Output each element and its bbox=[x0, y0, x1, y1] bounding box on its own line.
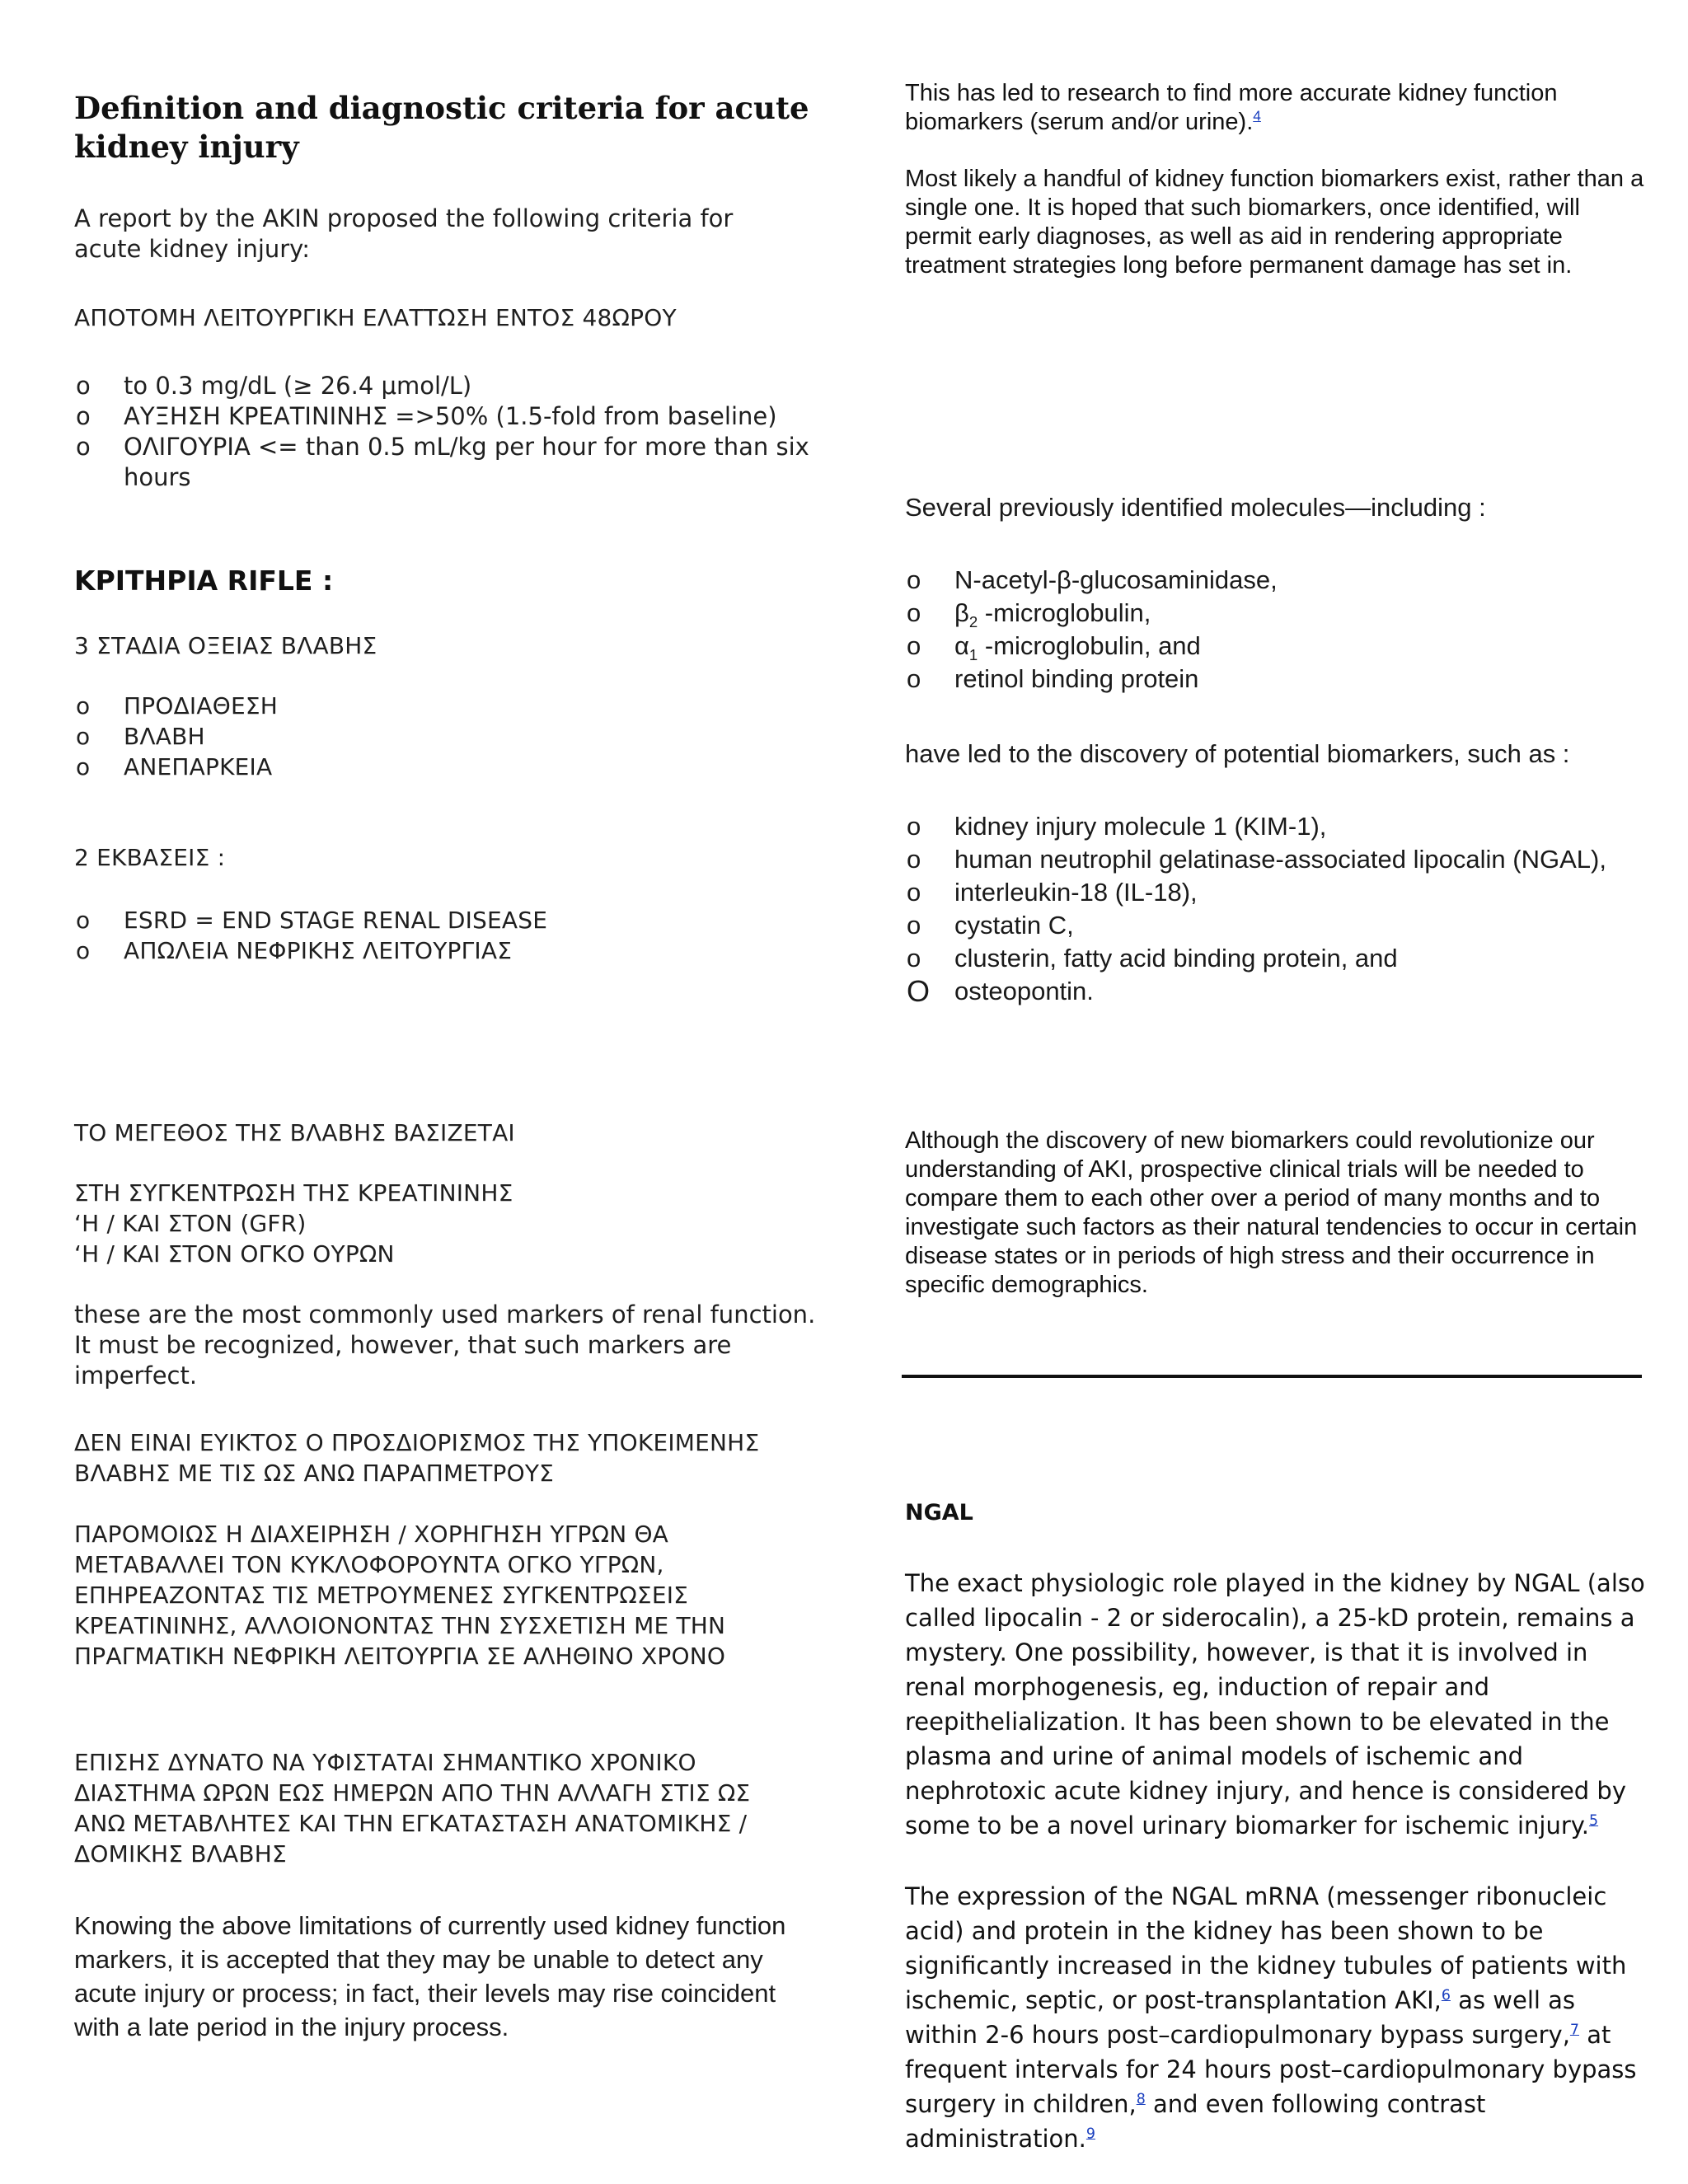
list-item: o human neutrophil gelatinase-associated lipocalin (NGAL), bbox=[905, 843, 1663, 876]
footnote-link-5[interactable]: 5 bbox=[1589, 1812, 1599, 1830]
text-line: ΣΤΗ ΣΥΓΚΕΝΤΡΩΣΗ ΤΗΣ ΚΡΕΑΤΙΝΙΝΗΣ bbox=[74, 1179, 513, 1207]
bullet-icon: o bbox=[907, 944, 921, 972]
outcomes-heading: 2 ΕΚΒΑΣΕΙΣ : bbox=[74, 844, 226, 871]
footnote-link-8[interactable]: 8 bbox=[1136, 2091, 1146, 2108]
bullet-icon: o bbox=[907, 598, 921, 627]
bullet-icon: o bbox=[76, 753, 91, 780]
severity-line: ΤΟ ΜΕΓΕΘΟΣ ΤΗΣ ΒΛΑΒΗΣ ΒΑΣΙΖΕΤΑΙ bbox=[74, 1119, 515, 1146]
bullet-icon: o bbox=[907, 631, 921, 660]
footnote-link-9[interactable]: 9 bbox=[1085, 2125, 1095, 2143]
bullet-icon: o bbox=[76, 372, 91, 400]
bullet-icon: O bbox=[907, 974, 931, 1008]
list-item: o ESRD = END STAGE RENAL DISEASE bbox=[76, 907, 548, 934]
bullet-icon: o bbox=[907, 565, 921, 594]
ngal-heading: NGAL bbox=[905, 1500, 973, 1526]
fluids-text: ΠΑΡΟΜΟΙΩΣ Η ΔΙΑΧΕΙΡΗΣΗ / ΧΟΡΗΓΗΣΗ ΥΓΡΩΝ ΘΑ ΜΕΤΑΒΑΛΛΕΙ ΤΟΝ ΚΥΚΛΟΦΟΡΟΥΝΤΑ ΟΓΚΟ ΥΓΡΩΝ, ΕΠΗΡΕΑΖΟΝΤΑΣ ΤΙΣ ΜΕΤΡΟΥΜΕΝΕΣ ΣΥΓΚΕΝΤΡΩΣΕΙΣ ΚΡΕΑΤΙΝΙΝΗΣ, ΑΛΛΟΙΟΝΟΝΤΑΣ ΤΗΝ ΣΥΣΧΕΤΙΣΗ ΜΕ ΤΗΝ ΠΡΑΓΜΑΤΙΚΗ ΝΕΦΡΙΚΗ ΛΕΙΤΟΥΡΓΙΑ ΣΕ ΑΛΗΘΙΝΟ ΧΡΟΝΟ bbox=[74, 1521, 726, 1670]
page-title: Definition and diagnostic criteria for acute kidney injury bbox=[74, 90, 809, 165]
stages-heading: 3 ΣΤΑΔΙΑ ΟΞΕΙΑΣ ΒΛΑΒΗΣ bbox=[74, 632, 377, 659]
trials-text: Although the discovery of new biomarkers could revolutionize our understanding of AKI, prospective clinical trials will be needed to compare them to each other over a period of many months and to investigate such factors as their natural tendencies to occur in certain disease states or in periods of high stress and their occurrence in specific demographics. bbox=[905, 1127, 1638, 1298]
list-item: o ΟΛΙΓΟΥΡΙΑ <= than 0.5 mL/kg per hour for more than six hours bbox=[76, 433, 809, 491]
list-item: o kidney injury molecule 1 (KIM-1), bbox=[905, 810, 1663, 843]
footnote-link-4[interactable]: 4 bbox=[1253, 107, 1261, 124]
bullet-icon: o bbox=[76, 692, 91, 719]
outcomes-list bbox=[74, 905, 816, 966]
stages-list bbox=[74, 691, 816, 782]
bullet-icon: o bbox=[76, 433, 91, 461]
bullet-icon: o bbox=[76, 937, 91, 964]
molecules-list bbox=[905, 564, 1647, 696]
ngal-paragraph-2: The expression of the NGAL mRNA (messenger ribonucleic acid) and protein in the kidney has been shown to be significantly increased in the kidney tubules of patients with ischemic, septic, or post-transplantation AKI,$^6$ as well as within 2-6 hours post–cardiopulmonary bypass surgery,$^7$ at frequent intervals for 24 hours post–cardiopulmonary bypass surgery in children,$^8$ and even following contrast administration.$^9$ bbox=[905, 1882, 1637, 2153]
text-line: ‘Η / ΚΑΙ ΣΤΟΝ (GFR) bbox=[74, 1210, 307, 1237]
time-gap-text: ΕΠΙΣΗΣ ΔΥΝΑΤΟ ΝΑ ΥΦΙΣΤΑΤΑΙ ΣΗΜΑΝΤΙΚΟ ΧΡΟΝΙΚΟ ΔΙΑΣΤΗΜΑ ΩΡΩΝ ΕΩΣ ΗΜΕΡΩΝ ΑΠΟ ΤΗΝ ΑΛΛΑΓΗ ΣΤΙΣ ΩΣ ΑΝΩ ΜΕΤΑΒΛΗΤΕΣ ΚΑΙ ΤΗΝ ΕΓΚΑΤΑΣΤΑΣΗ ΑΝΑΤΟΜΙΚΗΣ / ΔΟΜΙΚΗΣ ΒΛΑΒΗΣ bbox=[74, 1749, 751, 1868]
akin-intro: A report by the AKIN proposed the following criteria for acute kidney injury: bbox=[74, 204, 734, 263]
list-item: o retinol binding protein bbox=[905, 663, 1647, 696]
bullet-icon: o bbox=[907, 845, 921, 874]
rifle-heading: ΚΡΙΤΗΡΙΑ RIFLE : bbox=[74, 565, 334, 597]
bullet-icon: o bbox=[907, 878, 921, 907]
list-item: o ΑΠΩΛΕΙΑ ΝΕΦΡΙΚΗΣ ΛΕΙΤΟΥΡΓΙΑΣ bbox=[76, 937, 513, 964]
ngal-paragraph-1: The exact physiologic role played in the kidney by NGAL (also called lipocalin - 2 or siderocalin), a 25-kD protein, remains a mystery. One possibility, however, is that it is involved in renal morphogenesis, eg, induction of repair and reepithelialization. It has been shown to be elevated in the plasma and urine of animal models of ischemic and nephrotoxic acute kidney injury, and hence is considered by some to be a novel urinary biomarker for ischemic injury.$^5$ bbox=[905, 1569, 1645, 1840]
list-item: O osteopontin. bbox=[907, 974, 1094, 1008]
section-divider bbox=[902, 1375, 1642, 1378]
list-item: o $\beta_2$ -microglobulin, bbox=[907, 598, 1151, 631]
footnote-link-6[interactable]: 6 bbox=[1441, 1987, 1451, 2004]
list-item: o ΑΝΕΠΑΡΚΕΙΑ bbox=[76, 753, 273, 780]
list-item: o ΠΡΟΔΙΑΘΕΣΗ bbox=[76, 692, 279, 719]
criteria-heading: ΑΠΟΤΟΜΗ ΛΕΙΤΟΥΡΓΙΚΗ ΕΛΑΤΤΩΣΗ ΕΝΤΟΣ 48ΩΡΟΥ bbox=[74, 304, 677, 331]
biomarkers-list bbox=[905, 810, 1663, 1008]
handful-text: Most likely a handful of kidney function biomarkers exist, rather than a single one. It is hoped that such biomarkers, once identified, will permit early diagnoses, as well as aid in rendering appropriate treatment strategies long before permanent damage has set in. bbox=[905, 166, 1644, 279]
basis-lines bbox=[74, 1178, 513, 1269]
bullet-icon: o bbox=[76, 402, 91, 430]
list-item: o clusterin, fatty acid binding protein, and bbox=[905, 942, 1663, 975]
research-text: This has led to research to find more accurate kidney function biomarkers (serum and/or urine).$^4$ bbox=[905, 80, 1558, 135]
list-item: o interleukin-18 (IL-18), bbox=[905, 876, 1663, 909]
markers-note: these are the most commonly used markers of renal function. It must be recognized, however, that such markers are imperfect. bbox=[74, 1301, 816, 1390]
discovery-intro: have led to the discovery of potential biomarkers, such as : bbox=[905, 739, 1570, 768]
bullet-icon: o bbox=[76, 723, 91, 750]
not-feasible-text: ΔΕΝ ΕΙΝΑΙ ΕΥΙΚΤΟΣ Ο ΠΡΟΣΔΙΟΡΙΣΜΟΣ ΤΗΣ ΥΠΟΚΕΙΜΕΝΗΣ ΒΛΑΒΗΣ ΜΕ ΤΙΣ ΩΣ ΑΝΩ ΠΑΡΑΠΜΕΤΡΟΥΣ bbox=[74, 1429, 760, 1487]
bullet-icon: o bbox=[907, 911, 921, 940]
bullet-icon: o bbox=[907, 812, 921, 841]
list-item: o $\alpha_1$ -microglobulin, and bbox=[907, 631, 1201, 664]
list-item: o N-acetyl-β-glucosaminidase, bbox=[905, 564, 1647, 597]
list-item: o cystatin C, bbox=[905, 909, 1663, 942]
bullet-icon: o bbox=[907, 664, 921, 693]
limitations-text: Knowing the above limitations of currently used kidney function markers, it is accepted that they may be unable to detect any acute injury or process; in fact, their levels may rise coincident with a late period in the injury process. bbox=[74, 1911, 786, 2041]
text-line: ‘Η / ΚΑΙ ΣΤΟΝ ΟΓΚΟ ΟΥΡΩΝ bbox=[74, 1240, 395, 1268]
molecules-intro: Several previously identified molecules—including : bbox=[905, 493, 1486, 522]
bullet-icon: o bbox=[76, 907, 91, 934]
list-item: o to 0.3 mg/dL (≥ 26.4 μmol/L) bbox=[76, 372, 472, 400]
list-item: o ΒΛΑΒΗ bbox=[76, 723, 205, 750]
criteria-list bbox=[74, 371, 816, 493]
list-item: o ΑΥΞΗΣΗ ΚΡΕΑΤΙΝΙΝΗΣ =>50% (1.5-fold from baseline) bbox=[76, 402, 777, 430]
footnote-link-7[interactable]: 7 bbox=[1569, 2022, 1579, 2039]
